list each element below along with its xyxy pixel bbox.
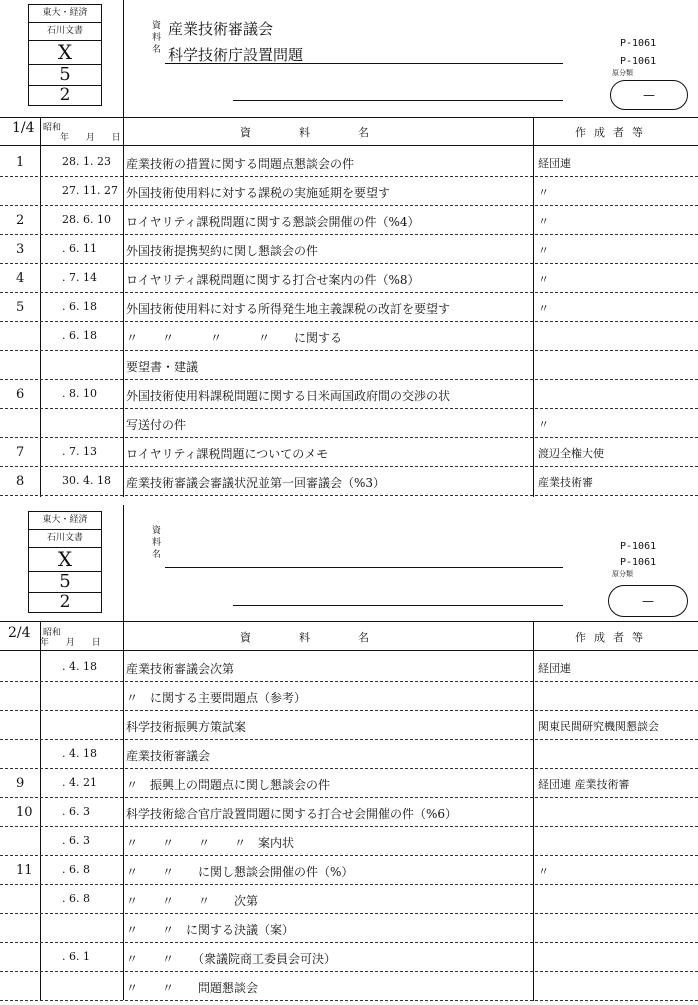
row-author: 〃 <box>538 186 549 199</box>
row-number: 2 <box>16 213 25 228</box>
row-title: ロイヤリティ課税問題に関する打合せ案内の件（%8） <box>126 273 420 287</box>
row-author: 〃 <box>538 302 549 315</box>
row-number: 8 <box>16 474 25 489</box>
row-author: 経団連 産業技術審 <box>538 778 630 791</box>
row-title: 〃 〃 〃 〃 案内状 <box>126 836 295 850</box>
table-row <box>0 177 698 206</box>
table-row <box>0 409 698 438</box>
table-row <box>0 972 698 1001</box>
header-date: 年 月 日 <box>60 133 121 143</box>
table-row <box>0 148 698 177</box>
row-title: 産業技術審議会次第 <box>126 662 235 676</box>
row-title: 〃 〃 に関し懇談会開催の件（%） <box>126 865 354 879</box>
stamp-line3: X <box>29 548 101 572</box>
header-era: 昭和 <box>43 123 62 133</box>
archive-stamp <box>28 511 102 613</box>
table-row <box>0 856 698 885</box>
header-author: 作成者等 <box>575 631 651 644</box>
row-number: 11 <box>16 863 33 878</box>
sheet-2 <box>0 505 698 1005</box>
page-mark: 2/4 <box>8 625 31 641</box>
row-title: 〃 〃 （衆議院商工委員会可決） <box>126 952 337 966</box>
row-rule <box>0 495 698 496</box>
code-2: P-1061 <box>620 56 657 67</box>
row-rule <box>0 1000 698 1001</box>
row-date: . 6. 18 <box>62 329 97 342</box>
stamp-line1: 東大・経済 <box>29 5 101 23</box>
table-row <box>0 827 698 856</box>
table-row <box>0 885 698 914</box>
row-title: 〃 に関する主要問題点（参考） <box>126 691 307 705</box>
row-date: 28. 6. 10 <box>62 213 111 226</box>
table-row <box>0 653 698 682</box>
row-number: 3 <box>16 242 25 257</box>
row-date: 30. 4. 18 <box>62 474 111 487</box>
row-title: 〃 振興上の問題点に関し懇談会の件 <box>126 778 331 792</box>
page-mark: 1/4 <box>12 120 35 136</box>
stamp-line2: 石川文書 <box>29 530 101 548</box>
row-author: 〃 <box>538 273 549 286</box>
row-number: 6 <box>16 387 25 402</box>
title-underline-1 <box>165 567 563 568</box>
title-underline-2 <box>233 605 563 606</box>
table-row <box>0 293 698 322</box>
row-number: 9 <box>16 776 25 791</box>
row-title: 〃 〃 問題懇談会 <box>126 981 259 995</box>
table-row <box>0 206 698 235</box>
classification-pill: — <box>608 585 688 617</box>
stamp-line2: 石川文書 <box>29 23 101 41</box>
code-label: 原分類 <box>612 69 633 77</box>
table-row <box>0 351 698 380</box>
row-date: . 6. 11 <box>62 242 97 255</box>
row-number: 10 <box>16 805 33 820</box>
table-row <box>0 682 698 711</box>
row-author: 関東民間研究機関懇談会 <box>538 720 659 733</box>
stamp-line5: 2 <box>59 85 71 105</box>
row-author: 経団連 <box>538 157 571 170</box>
archive-stamp <box>28 4 102 106</box>
header-top-rule <box>0 117 698 118</box>
row-title: 要望書・建議 <box>126 360 199 374</box>
row-author: 渡辺全権大使 <box>538 447 604 460</box>
table-row <box>0 322 698 351</box>
row-number: 5 <box>16 300 25 315</box>
title-prefix: 資料名 <box>152 526 162 560</box>
row-author: 経団連 <box>538 662 571 675</box>
stamp-line4: 5 <box>29 65 101 86</box>
row-date: . 7. 14 <box>62 271 97 284</box>
row-title: ロイヤリティ課税問題についてのメモ <box>126 447 329 461</box>
row-date: . 6. 1 <box>62 950 90 963</box>
row-title: 〃 〃 〃 〃 に関する <box>126 331 343 345</box>
row-title: 産業技術審議会 <box>126 749 211 763</box>
row-date: . 6. 8 <box>62 892 90 905</box>
row-date: . 7. 13 <box>62 445 97 458</box>
row-author: 〃 <box>538 244 549 257</box>
row-date: . 4. 21 <box>62 776 97 789</box>
row-date: . 6. 8 <box>62 863 90 876</box>
row-title: ロイヤリティ課税問題に関する懇談会開催の件（%4） <box>126 215 420 229</box>
row-title: 産業技術の措置に関する問題点懇談会の件 <box>126 157 355 171</box>
row-date: . 4. 18 <box>62 747 97 760</box>
table-row <box>0 438 698 467</box>
row-date: 27. 11. 27 <box>62 184 118 197</box>
row-date: . 6. 3 <box>62 805 90 818</box>
code-2: P-1061 <box>620 557 657 568</box>
table-row <box>0 769 698 798</box>
title-prefix: 資料名 <box>152 21 162 55</box>
row-title: 〃 〃 に関する決議（案） <box>126 923 295 937</box>
code-1: P-1061 <box>620 541 657 552</box>
row-date: . 6. 18 <box>62 300 97 313</box>
title-underline-2 <box>233 100 563 101</box>
row-author: 〃 <box>538 215 549 228</box>
header-top-rule <box>0 621 698 622</box>
sheet-1 <box>0 0 698 500</box>
title-underline-1 <box>165 63 563 64</box>
table-row <box>0 467 698 496</box>
table-row <box>0 380 698 409</box>
table-row <box>0 798 698 827</box>
header-title: 資料名 <box>240 631 417 644</box>
header-bottom-rule <box>0 145 698 146</box>
stamp-line4: 5 <box>29 572 101 593</box>
row-title: 外国技術使用料に対する課税の実施延期を要望す <box>126 186 391 200</box>
stamp-line5: 2 <box>59 592 71 612</box>
row-title: 科学技術総合官庁設置問題に関する打合せ会開催の件（%6） <box>126 807 458 821</box>
row-author: 〃 <box>538 865 549 878</box>
header-date: 年 月 日 <box>40 638 101 648</box>
table-row <box>0 914 698 943</box>
row-author: 〃 <box>538 418 549 431</box>
row-date: . 8. 10 <box>62 387 97 400</box>
row-title: 外国技術提携契約に関し懇談会の件 <box>126 244 319 258</box>
row-date: . 4. 18 <box>62 660 97 673</box>
table-row <box>0 740 698 769</box>
table-row <box>0 943 698 972</box>
row-title: 外国技術使用料課税問題に関する日米両国政府間の交渉の状 <box>126 389 451 403</box>
row-title: 科学技術振興方策試案 <box>126 720 247 734</box>
table-row <box>0 264 698 293</box>
row-date: 28. 1. 23 <box>62 155 111 168</box>
table-row <box>0 235 698 264</box>
row-date: . 6. 3 <box>62 834 90 847</box>
title-line2: 科学技術庁設置問題 <box>168 46 304 64</box>
row-number: 7 <box>16 445 25 460</box>
code-1: P-1061 <box>620 38 657 49</box>
row-author: 産業技術審 <box>538 476 593 489</box>
table-row <box>0 711 698 740</box>
row-number: 1 <box>16 155 25 170</box>
stamp-line1: 東大・経済 <box>29 512 101 530</box>
classification-pill: — <box>610 80 688 110</box>
header-title: 資料名 <box>240 126 417 139</box>
header-bottom-rule <box>0 650 698 651</box>
row-title: 産業技術審議会審議状況並第一回審議会（%3） <box>126 476 386 490</box>
row-title: 外国技術使用料に対する所得発生地主義課税の改訂を要望す <box>126 302 451 316</box>
code-label: 原分類 <box>612 570 633 578</box>
header-author: 作成者等 <box>575 126 651 139</box>
row-title: 写送付の件 <box>126 418 187 432</box>
title-line1: 産業技術審議会 <box>168 20 274 38</box>
row-number: 4 <box>16 271 25 286</box>
row-title: 〃 〃 〃 次第 <box>126 894 259 908</box>
header-era: 昭和 <box>43 628 62 638</box>
stamp-line3: X <box>29 41 101 65</box>
